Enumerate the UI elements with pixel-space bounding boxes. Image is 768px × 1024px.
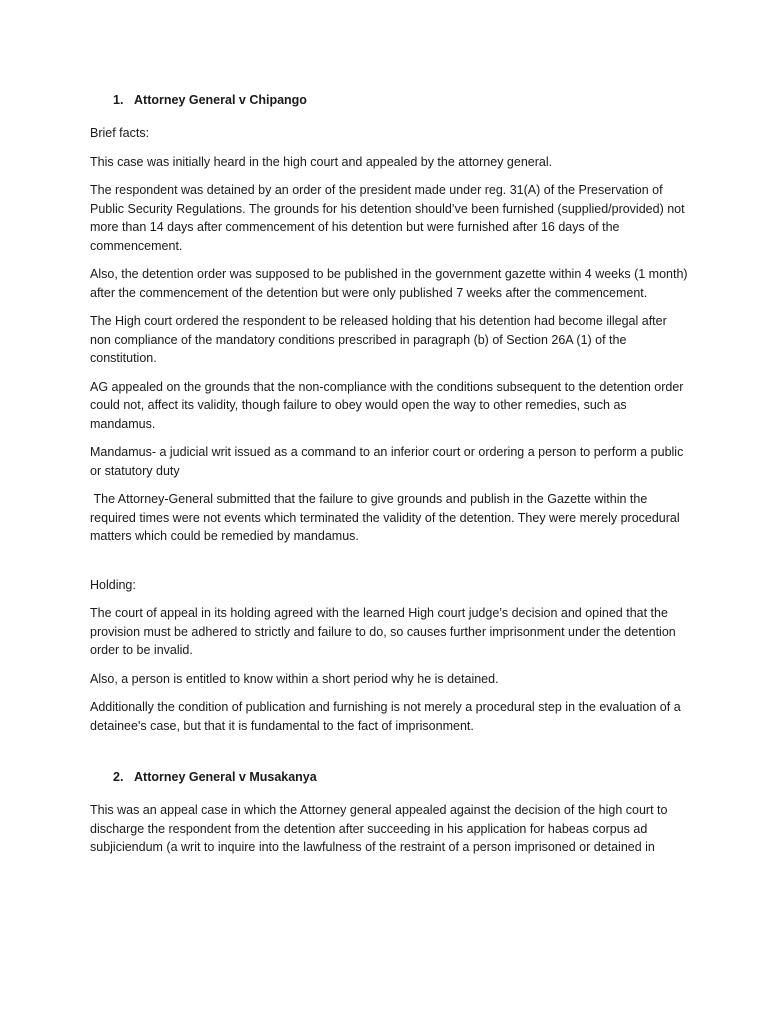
case-2-number: 2. bbox=[113, 770, 124, 784]
case-1-paragraph-5: AG appealed on the grounds that the non-compliance with the conditions subsequent to the detention order could not, affect its validity, though failure to obey would open the way to other remedies, such as mandamus. bbox=[90, 379, 684, 431]
brief-facts-label: Brief facts: bbox=[90, 126, 150, 140]
case-2-paragraph-1: This was an appeal case in which the Attorney general appealed against the decision of the high court to discharge the respondent from the detention after succeeding in his application for habeas corpus ad subjiciendum (a writ to inquire into the lawfulness of the restraint of a person imprisoned or detained in bbox=[90, 803, 668, 854]
case-2-title: Attorney General v Musakanya bbox=[134, 770, 317, 784]
document-page bbox=[90, 90, 690, 867]
case-1-paragraph-6: Mandamus- a judicial writ issued as a command to an inferior court or ordering a person to perform a public or statutory duty bbox=[90, 445, 684, 478]
case-1-paragraph-3: Also, the detention order was supposed to be published in the government gazette within 4 weeks (1 month) after the commencement of the detention but were only published 7 weeks after the commencement. bbox=[90, 267, 688, 300]
case-1-paragraph-4: The High court ordered the respondent to be released holding that his detention had become illegal after non compliance of the mandatory conditions prescribed in paragraph (b) of Section 26A (1) of the constitution. bbox=[90, 314, 667, 365]
case-1-paragraph-1: This case was initially heard in the high court and appealed by the attorney general. bbox=[90, 154, 553, 169]
holding-paragraph-2: Also, a person is entitled to know within a short period why he is detained. bbox=[90, 671, 499, 686]
case-1-number: 1. bbox=[113, 93, 124, 107]
section-spacer bbox=[90, 745, 690, 767]
case-1-heading bbox=[90, 90, 690, 110]
holding-label: Holding: bbox=[90, 577, 136, 592]
holding-paragraph-3: Additionally the condition of publication and furnishing is not merely a procedural step in the evaluation of a detainee's case, but that it is fundamental to the fact of imprisonment. bbox=[90, 700, 681, 733]
case-2-heading bbox=[90, 767, 690, 787]
case-1-paragraph-7: The Attorney-General submitted that the failure to give grounds and publish in the Gazette within the required times were not events which terminated the validity of the detention. They were merely procedural matters which could be remedied by mandamus. bbox=[90, 492, 684, 543]
section-spacer bbox=[90, 556, 690, 576]
case-1-title: Attorney General v Chipango bbox=[134, 93, 307, 107]
case-1-paragraph-2: The respondent was detained by an order of the president made under reg. 31(A) of the Preservation of Public Security Regulations. The grounds for his detention should’ve been furnished (supplied/provided) not more than 14 days after commencement of his detention but were furnished after 16 days of the commencement. bbox=[90, 183, 685, 253]
holding-paragraph-1: The court of appeal in its holding agreed with the learned High court judge’s decision and opined that the provision must be adhered to strictly and failure to do, so causes further imprisonment under the detention order to be invalid. bbox=[90, 606, 676, 657]
